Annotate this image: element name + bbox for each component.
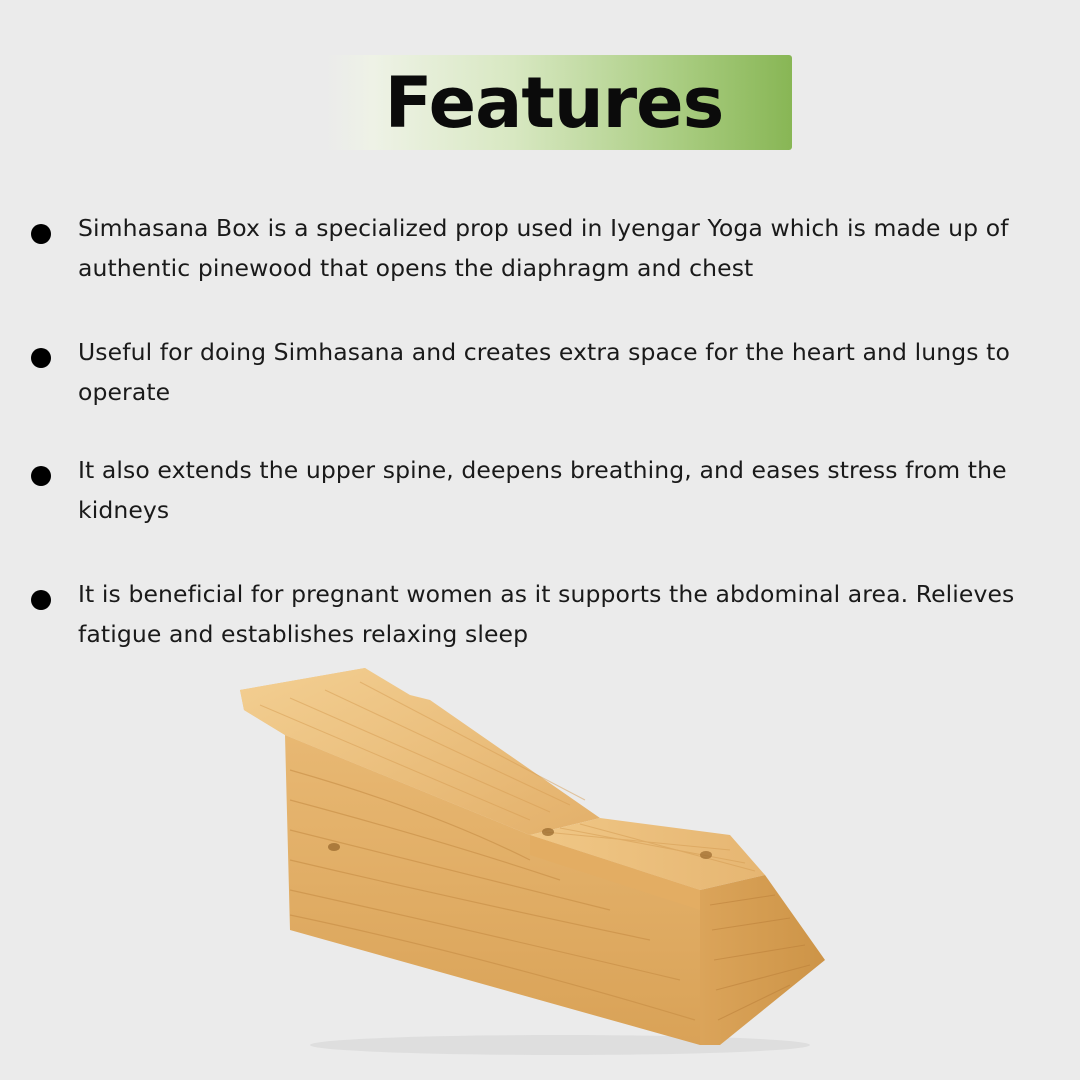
bullet-icon bbox=[31, 590, 51, 610]
feature-text: It is beneficial for pregnant women as it supports the abdominal area. Relieves fatigue and establishes relaxing sleep bbox=[78, 580, 1015, 648]
product-image bbox=[230, 660, 840, 1060]
feature-text: It also extends the upper spine, deepens breathing, and eases stress from the kidneys bbox=[78, 456, 1007, 524]
feature-text: Useful for doing Simhasana and creates extra space for the heart and lungs to operate bbox=[78, 338, 1010, 406]
title-banner bbox=[326, 55, 792, 150]
bullet-icon bbox=[31, 466, 51, 486]
bullet-icon bbox=[31, 224, 51, 244]
feature-text: Simhasana Box is a specialized prop used in Iyengar Yoga which is made up of authentic pinewood that opens the diaphragm and chest bbox=[78, 214, 1009, 282]
bullet-icon bbox=[31, 348, 51, 368]
simhasana-box-icon bbox=[230, 660, 840, 1060]
page-title: Features bbox=[384, 61, 724, 144]
